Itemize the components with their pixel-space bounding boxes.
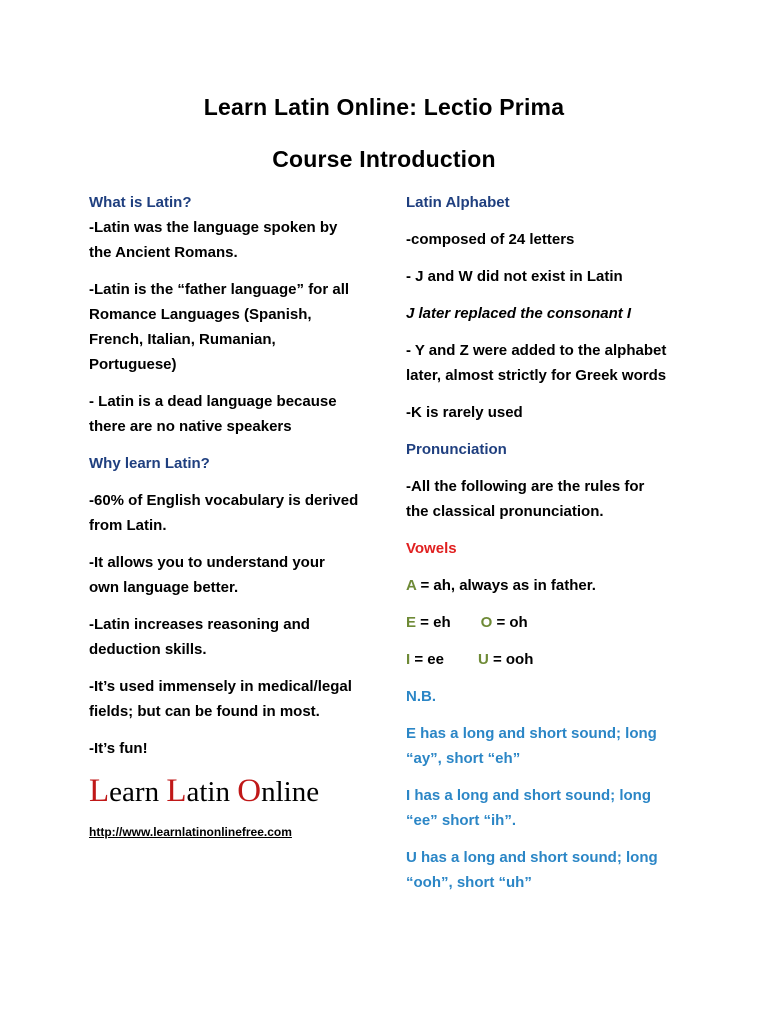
text-line: -It allows you to understand your <box>89 554 325 571</box>
what-is-latin-heading: What is Latin? <box>89 194 192 211</box>
website-link[interactable]: http://www.learnlatinonlinefree.com <box>89 825 292 839</box>
text-line: the classical pronunciation. <box>406 503 604 520</box>
alphabet-point-4: -K is rarely used <box>406 404 523 421</box>
text-line: “ay”, short “eh” <box>406 750 521 767</box>
what-paragraph-2 <box>89 277 374 377</box>
why-paragraph-3 <box>89 612 374 662</box>
vowel-sound: = oh <box>492 614 528 631</box>
vowel-sound: = ah, always as in father. <box>416 577 596 594</box>
text-line: the Ancient Romans. <box>89 244 238 261</box>
what-paragraph-1 <box>89 215 374 265</box>
what-paragraph-3 <box>89 389 374 439</box>
alphabet-point-2: - J and W did not exist in Latin <box>406 268 623 285</box>
nb-u-note <box>406 845 706 895</box>
text-line: -All the following are the rules for <box>406 478 645 495</box>
text-line: Portuguese) <box>89 356 177 373</box>
vowel-e-o-row <box>406 610 706 635</box>
text-line: “ooh”, short “uh” <box>406 874 532 891</box>
text-line: from Latin. <box>89 517 167 534</box>
vowel-a-row <box>406 573 706 598</box>
text-line: U has a long and short sound; long <box>406 849 658 866</box>
latin-alphabet-heading: Latin Alphabet <box>406 194 510 211</box>
vowel-letter: I <box>406 651 411 668</box>
nb-heading: N.B. <box>406 688 436 705</box>
text-line: -Latin was the language spoken by <box>89 219 338 236</box>
text-line: I has a long and short sound; long <box>406 787 651 804</box>
vowel-letter: E <box>406 614 417 631</box>
pronunciation-heading: Pronunciation <box>406 441 507 458</box>
text-line: later, almost strictly for Greek words <box>406 367 667 384</box>
text-line: deduction skills. <box>89 641 207 658</box>
right-column <box>406 190 706 895</box>
text-line: fields; but can be found in most. <box>89 703 320 720</box>
why-paragraph-5: -It’s fun! <box>89 740 148 757</box>
why-paragraph-2 <box>89 550 374 600</box>
learn-latin-online-logo <box>89 773 374 810</box>
vowel-sound: = ooh <box>488 651 534 668</box>
text-line: - Latin is a dead language because <box>89 393 337 410</box>
text-line: Romance Languages (Spanish, <box>89 306 312 323</box>
text-line: -60% of English vocabulary is derived <box>89 492 359 509</box>
vowels-heading: Vowels <box>406 540 457 557</box>
vowel-letter: A <box>406 577 417 594</box>
vowel-i-u-row <box>406 647 706 672</box>
why-learn-latin-heading: Why learn Latin? <box>89 455 210 472</box>
alphabet-note: J later replaced the consonant I <box>406 305 632 322</box>
why-paragraph-4 <box>89 674 374 724</box>
vowel-letter: O <box>480 614 493 631</box>
text-line: E has a long and short sound; long <box>406 725 657 742</box>
logo-text: nline <box>261 776 320 808</box>
vowel-letter: U <box>477 651 489 668</box>
text-line: “ee” short “ih”. <box>406 812 517 829</box>
page-title: Learn Latin Online: Lectio Prima <box>203 94 565 120</box>
left-column <box>89 190 374 845</box>
vowel-sound: = ee <box>410 651 444 668</box>
why-paragraph-1 <box>89 488 374 538</box>
text-line: -Latin increases reasoning and <box>89 616 310 633</box>
pronunciation-paragraph <box>406 474 706 524</box>
text-line: own language better. <box>89 579 239 596</box>
logo-letter: L <box>89 773 110 809</box>
alphabet-point-3 <box>406 338 706 388</box>
logo-text: earn <box>109 776 167 808</box>
nb-e-note <box>406 721 706 771</box>
text-line: French, Italian, Rumanian, <box>89 331 276 348</box>
text-line: -Latin is the “father language” for all <box>89 281 350 298</box>
vowel-sound: = eh <box>416 614 451 631</box>
page-subtitle: Course Introduction <box>272 146 496 172</box>
text-line: -It’s used immensely in medical/legal <box>89 678 352 695</box>
text-line: there are no native speakers <box>89 418 292 435</box>
text-line: - Y and Z were added to the alphabet <box>406 342 667 359</box>
logo-letter: L <box>166 773 187 809</box>
logo-text: atin <box>186 776 238 808</box>
logo-letter: O <box>237 773 262 809</box>
alphabet-point-1: -composed of 24 letters <box>406 231 575 248</box>
nb-i-note <box>406 783 706 833</box>
